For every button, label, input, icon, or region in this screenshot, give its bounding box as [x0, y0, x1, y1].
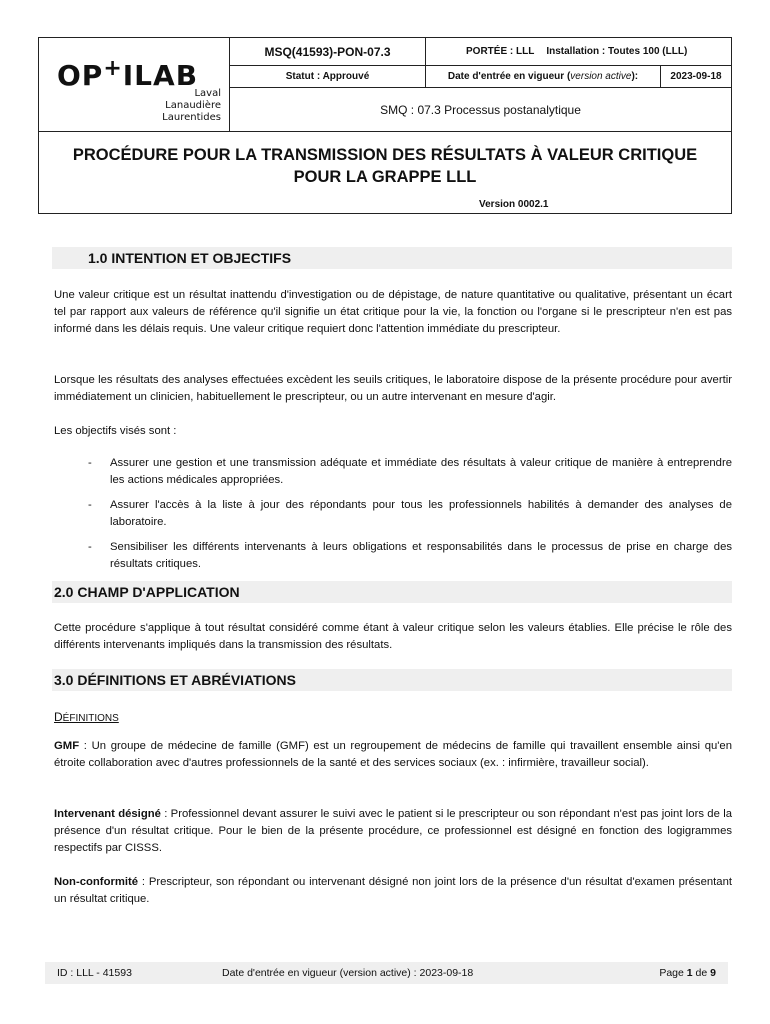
definition-non-conformite [54, 874, 732, 908]
smq-process: SMQ : 07.3 Processus postanalytique [230, 88, 731, 132]
effective-date-value: 2023-09-18 [661, 66, 731, 88]
section1-paragraph-2: Lorsque les résultats des analyses effectuées excèdent les seuils critiques, le laboratoire dispose de la présente procédure pour avertir immédiatement un clinicien, habituellement le prescripteur, ou un autre intervenant en mesure d'agir. [54, 374, 732, 403]
footer-effective-date: Date d'entrée en vigueur (version active) : 2023-09-18 [222, 967, 474, 979]
list-dash: - [88, 499, 92, 511]
section-heading-2: 2.0 CHAMP D'APPLICATION [52, 581, 732, 603]
list-item [88, 539, 732, 573]
title-cell [39, 132, 731, 213]
logo-region-laval: Laval [194, 88, 221, 99]
page-footer [45, 962, 728, 984]
portee: PORTÉE : LLL [466, 46, 535, 57]
definition-term: Non-conformité [54, 876, 139, 888]
section2-paragraph-1: Cette procédure s'applique à tout résultat considéré comme étant à valeur critique selon les valeurs établies. Elle précise le rôle des différents intervenants impliqués dans la transmission des résultats. [54, 622, 732, 651]
definition-intervenant [54, 806, 732, 857]
logo-region-laurentides: Laurentides [162, 112, 221, 123]
footer-document-id: ID : LLL - 41593 [57, 967, 132, 979]
list-item [88, 497, 732, 531]
definition-term: GMF [54, 740, 80, 752]
section-heading-3: 3.0 DÉFINITIONS ET ABRÉVIATIONS [52, 669, 732, 691]
document-header [38, 37, 732, 214]
document-title: PROCÉDURE POUR LA TRANSMISSION DES RÉSULTATS À VALEUR CRITIQUE POUR LA GRAPPE LLL [72, 146, 698, 186]
section-heading-1: 1.0 INTENTION ET OBJECTIFS [52, 247, 732, 269]
list-dash: - [88, 457, 92, 469]
section1-paragraph-1: Une valeur critique est un résultat inattendu d'investigation ou de dépistage, de nature quantitative ou qualitative, présentant un écart tel par rapport aux valeurs de référence qu'il signifie un état critique pour la vie, la fonction ou l'organe si le prescripteur n'en est pas informé dans les délais requis. Une valeur critique requiert donc l'attention immédiate du prescripteur. [54, 289, 732, 335]
list-item-text: Assurer une gestion et une transmission adéquate et immédiate des résultats à valeur critique de manière à entreprendre les actions médicales appropriées. [110, 457, 732, 486]
list-item-text: Sensibiliser les différents intervenants à leurs obligations et responsabilités dans le processus de prise en charge des résultats critiques. [110, 541, 732, 570]
logo-cell [39, 38, 230, 132]
status: Statut : Approuvé [230, 66, 426, 88]
definition-gmf [54, 738, 732, 772]
definitions-subheading: DÉFINITIONS [54, 710, 119, 724]
list-item-text: Assurer l'accès à la liste à jour des répondants pour tous les professionnels habilités à demander des analyses de laboratoire. [110, 499, 732, 528]
scope-cell [426, 38, 731, 66]
definition-term: Intervenant désigné [54, 808, 161, 820]
definition-text: : Professionnel devant assurer le suivi avec le patient si le prescripteur ou son répondant n'est pas joint lors de la présence d'un résultat critique. Pour le bien de la présente procédure, ce professionnel est désigné en fonction des logigrammes respectifs par CISSS. [54, 808, 732, 854]
footer-page-number: Page 1 de 9 [659, 967, 716, 979]
list-item [88, 455, 732, 489]
installation: Installation : Toutes 100 (LLL) [546, 46, 688, 57]
section1-paragraph-3: Les objectifs visés sont : [54, 425, 177, 437]
effective-date-label: Date d'entrée en vigueur (version active): [426, 66, 661, 88]
document-code: MSQ(41593)-PON-07.3 [230, 38, 426, 66]
definition-text: : Prescripteur, son répondant ou intervenant désigné non joint lors de la présence d'un résultat d'examen présentant un résultat critique. [54, 876, 732, 905]
document-version: Version 0002.1 [479, 199, 549, 210]
definition-text: : Un groupe de médecine de famille (GMF) est un regroupement de médecins de famille qui travaillent ensemble ainsi qu'en étroite collaboration avec d'autres professionnels de la santé et des services sociaux (ex. : infirmière, travailleur social). [54, 740, 732, 769]
logo-subtitle [162, 88, 221, 124]
list-dash: - [88, 541, 92, 553]
optilab-logo: OP+ILAB [57, 56, 199, 92]
logo-region-lanaudiere: Lanaudière [165, 100, 221, 111]
